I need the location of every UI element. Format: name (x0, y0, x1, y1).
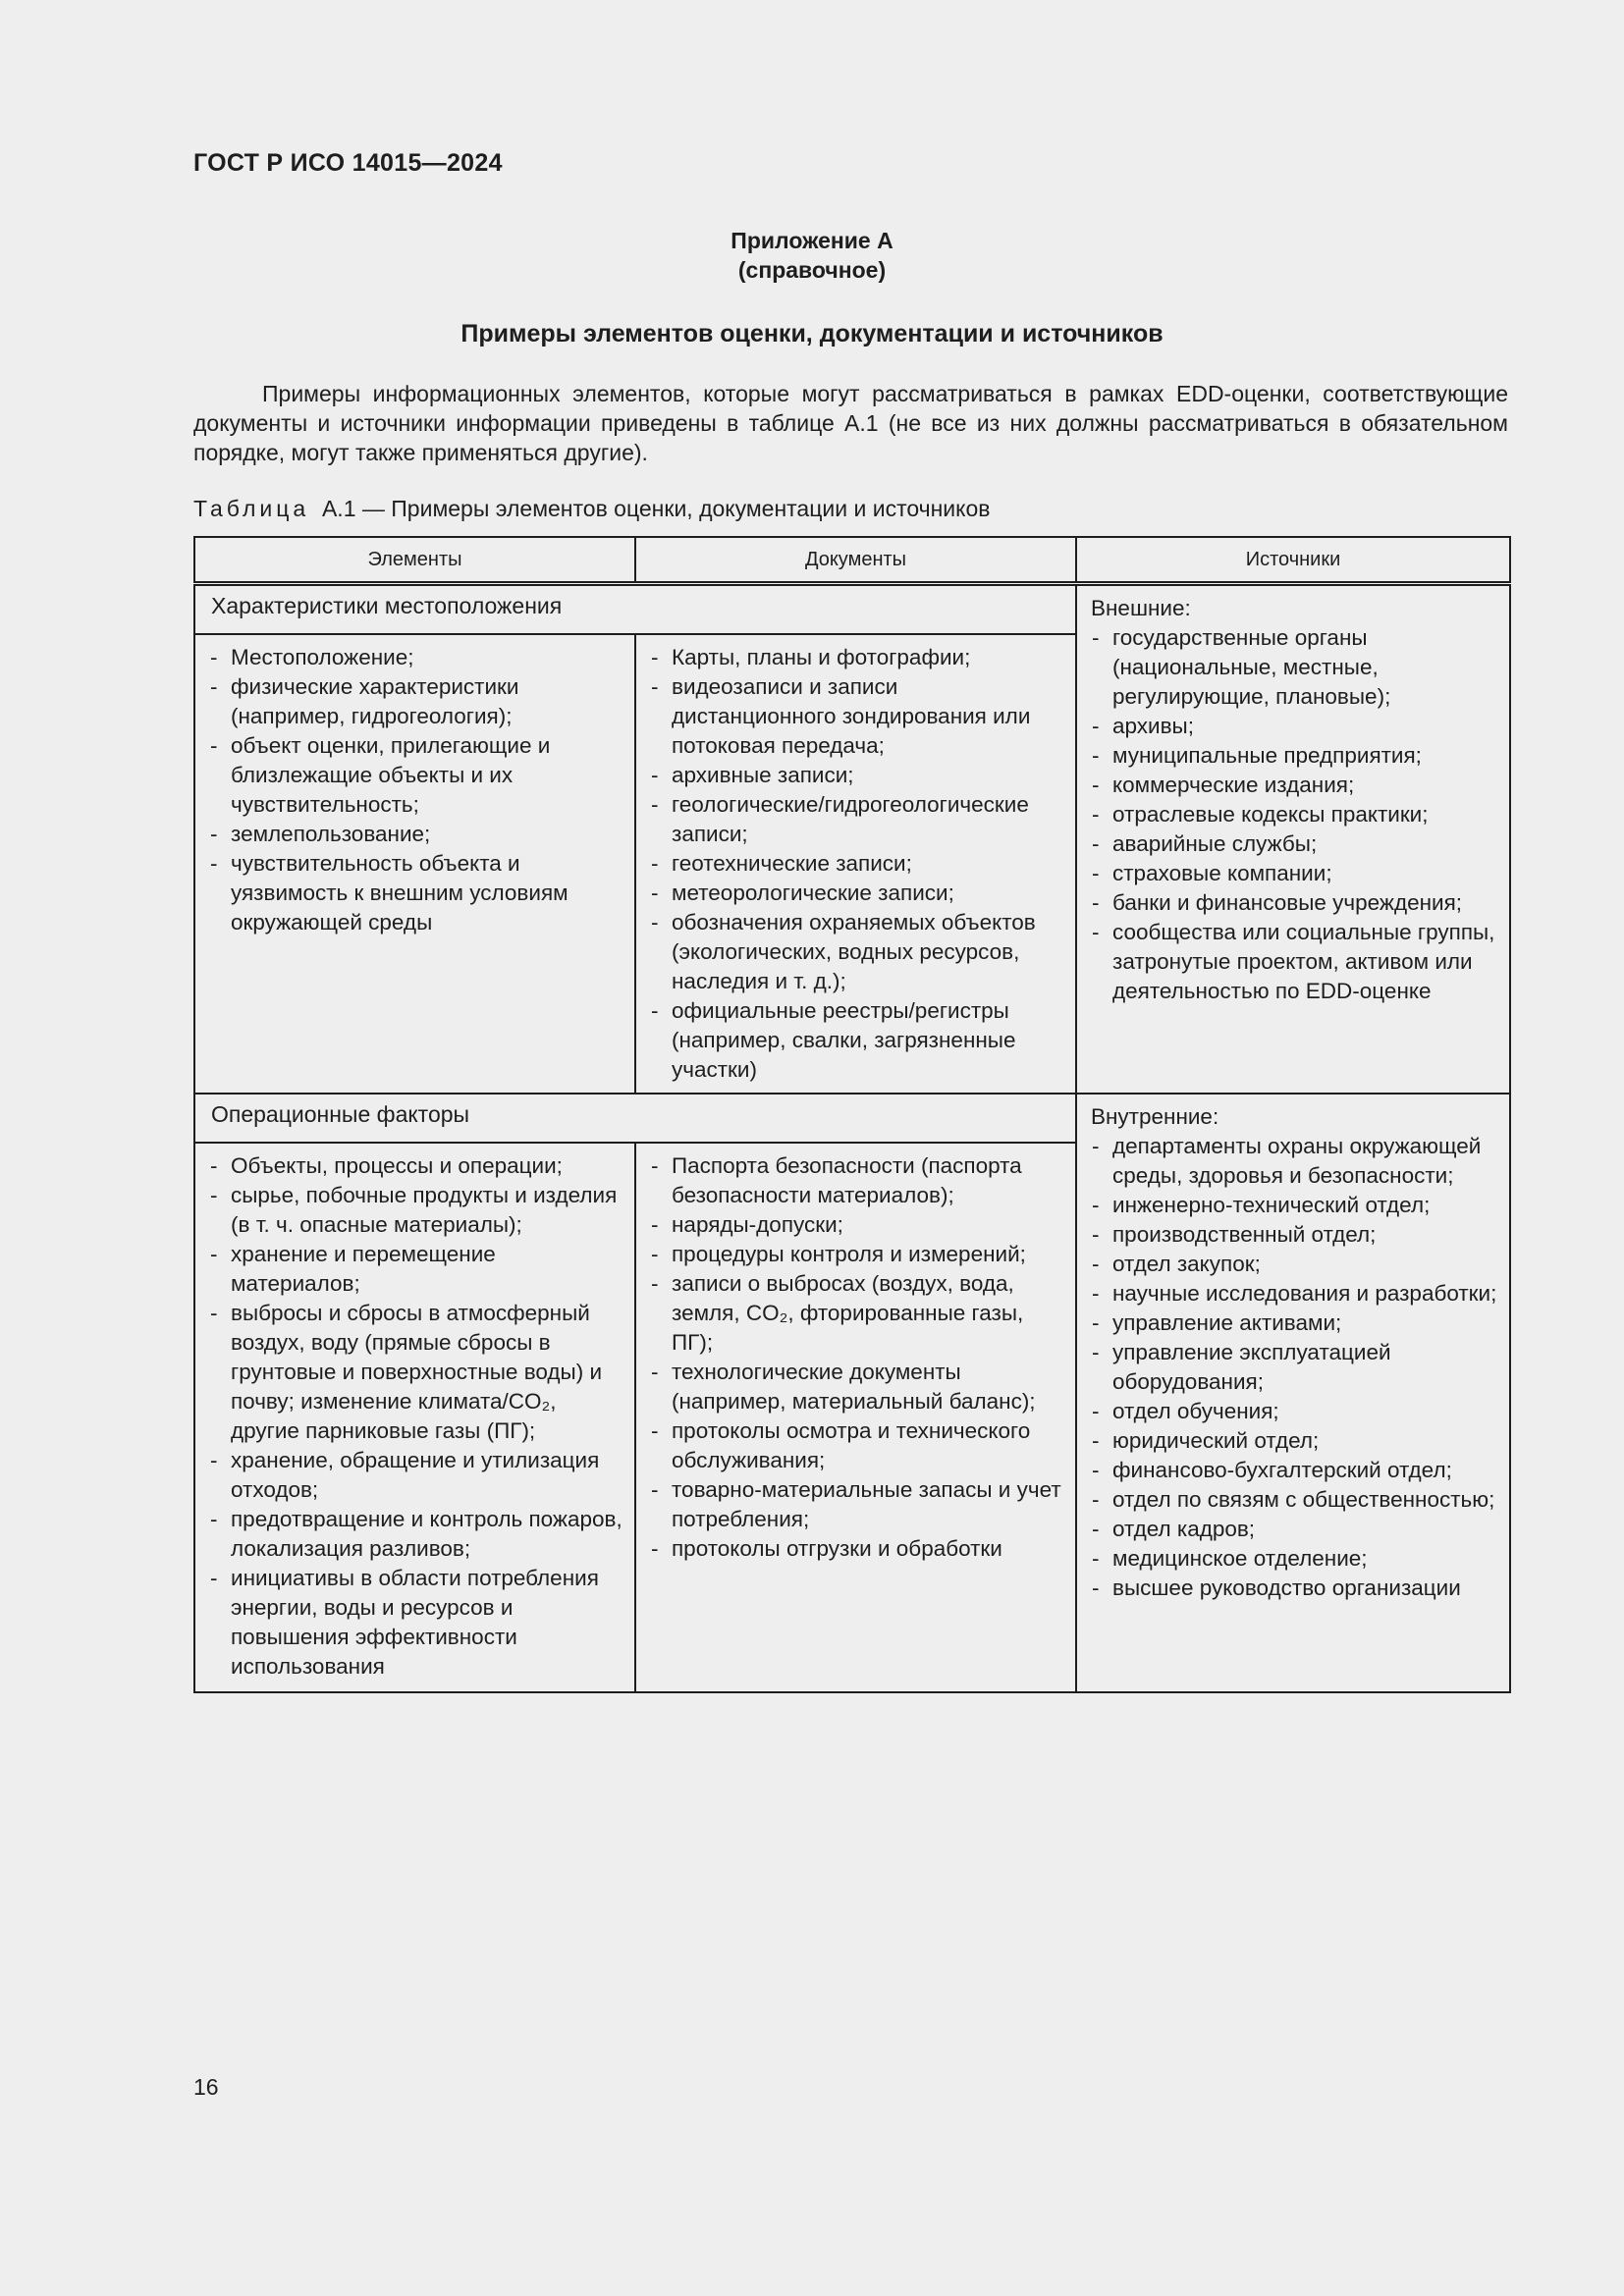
section1-documents-cell (635, 634, 1076, 1094)
section2-elements-cell (194, 1143, 635, 1692)
list-item: - Паспорта безопасности (паспорта безопасности материалов); (650, 1151, 1063, 1210)
page-number: 16 (193, 2074, 219, 2100)
list-item: - метеорологические записи; (650, 879, 1063, 908)
list-item: - объект оценки, прилегающие и близлежащие объекты и их чувствительность; (209, 731, 623, 820)
list-item: - инженерно-технический отдел; (1091, 1191, 1497, 1220)
list-item: - банки и финансовые учреждения; (1091, 888, 1497, 918)
list-item: - инициативы в области потребления энергии, воды и ресурсов и повышения эффективности использования (209, 1564, 623, 1682)
list-item: - медицинское отделение; (1091, 1544, 1497, 1574)
list-item: - аварийные службы; (1091, 829, 1497, 859)
list-item: - страховые компании; (1091, 859, 1497, 888)
list-item: - Карты, планы и фотографии; (650, 643, 1063, 672)
list-item: - коммерческие издания; (1091, 771, 1497, 800)
column-header-documents: Документы (635, 537, 1076, 584)
section2-documents-cell (635, 1143, 1076, 1692)
section1-elements-cell (194, 634, 635, 1094)
list-item: - сырье, побочные продукты и изделия (в т. ч. опасные материалы); (209, 1181, 623, 1240)
list-item: - товарно-материальные запасы и учет потребления; (650, 1475, 1063, 1534)
list-item: - протоколы отгрузки и обработки (650, 1534, 1063, 1564)
table-caption-text: А.1 — Примеры элементов оценки, документации и источников (321, 496, 991, 521)
list-item: - департаменты охраны окружающей среды, здоровья и безопасности; (1091, 1132, 1497, 1191)
section1-sources-cell (1076, 584, 1510, 1095)
section2-sources-title: Внутренние: (1091, 1104, 1219, 1129)
list-item: - обозначения охраняемых объектов (экологических, водных ресурсов, наследия и т. д.); (650, 908, 1063, 996)
section1-sources-list (1091, 623, 1497, 1006)
section1-elements-list (209, 643, 623, 937)
section1-documents-list (650, 643, 1063, 1085)
list-item: - хранение, обращение и утилизация отходов; (209, 1446, 623, 1505)
list-item: - управление активами; (1091, 1308, 1497, 1338)
list-item: - муниципальные предприятия; (1091, 741, 1497, 771)
table-header-row (194, 537, 1510, 584)
table-caption-word: Таблица (193, 496, 310, 521)
list-item: - Объекты, процессы и операции; (209, 1151, 623, 1181)
list-item: - отдел обучения; (1091, 1397, 1497, 1426)
annex-subtitle: (справочное) (737, 257, 887, 283)
list-item: - архивные записи; (650, 761, 1063, 790)
examples-table (193, 536, 1511, 1693)
list-item: - процедуры контроля и измерений; (650, 1240, 1063, 1269)
list-item: - сообщества или социальные группы, затронутые проектом, активом или деятельностью по EDD-оценке (1091, 918, 1497, 1006)
list-item: - геологические/гидрогеологические записи; (650, 790, 1063, 849)
section2-title-row (194, 1094, 1510, 1143)
list-item: - хранение и перемещение материалов; (209, 1240, 623, 1299)
column-header-elements: Элементы (194, 537, 635, 584)
list-item: - управление эксплуатацией оборудования; (1091, 1338, 1497, 1397)
list-item: - отдел по связям с общественностью; (1091, 1485, 1497, 1515)
list-item: - отдел кадров; (1091, 1515, 1497, 1544)
list-item: - физические характеристики (например, гидрогеология); (209, 672, 623, 731)
list-item: - производственный отдел; (1091, 1220, 1497, 1250)
list-item: - предотвращение и контроль пожаров, локализация разливов; (209, 1505, 623, 1564)
section2-title: Операционные факторы (194, 1094, 1076, 1143)
list-item: - официальные реестры/регистры (например, свалки, загрязненные участки) (650, 996, 1063, 1085)
section1-title: Характеристики местоположения (194, 584, 1076, 635)
table-caption (193, 496, 991, 522)
list-item: - протоколы осмотра и технического обслуживания; (650, 1416, 1063, 1475)
list-item: - юридический отдел; (1091, 1426, 1497, 1456)
section2-elements-list (209, 1151, 623, 1682)
section2-documents-list (650, 1151, 1063, 1564)
list-item: - научные исследования и разработки; (1091, 1279, 1497, 1308)
section1-title-row (194, 584, 1510, 635)
list-item: - землепользование; (209, 820, 623, 849)
list-item: - наряды-допуски; (650, 1210, 1063, 1240)
document-code: ГОСТ Р ИСО 14015—2024 (193, 149, 503, 177)
section2-sources-cell (1076, 1094, 1510, 1692)
intro-paragraph: Примеры информационных элементов, которые могут рассматриваться в рамках EDD-оценки, соответствующие документы и источники информации приведены в таблице А.1 (не все из них должны рассматриваться в обязательном порядке, могут также применяться другие). (193, 381, 1508, 465)
section2-sources-list (1091, 1132, 1497, 1603)
list-item: - отраслевые кодексы практики; (1091, 800, 1497, 829)
annex-heading: Примеры элементов оценки, документации и источников (460, 320, 1164, 347)
list-item: - финансово-бухгалтерский отдел; (1091, 1456, 1497, 1485)
list-item: - государственные органы (национальные, местные, регулирующие, плановые); (1091, 623, 1497, 712)
list-item: - чувствительность объекта и уязвимость к внешним условиям окружающей среды (209, 849, 623, 937)
list-item: - выбросы и сбросы в атмосферный воздух, воду (прямые сбросы в грунтовые и поверхностные воды) и почву; изменение климата/CO₂, другие парниковые газы (ПГ); (209, 1299, 623, 1446)
section1-sources-title: Внешние: (1091, 596, 1191, 620)
list-item: - видеозаписи и записи дистанционного зондирования или потоковая передача; (650, 672, 1063, 761)
list-item: - высшее руководство организации (1091, 1574, 1497, 1603)
list-item: - архивы; (1091, 712, 1497, 741)
list-item: - геотехнические записи; (650, 849, 1063, 879)
list-item: - Местоположение; (209, 643, 623, 672)
list-item: - записи о выбросах (воздух, вода, земля, CO₂, фторированные газы, ПГ); (650, 1269, 1063, 1358)
annex-title: Приложение А (731, 228, 893, 253)
list-item: - технологические документы (например, материальный баланс); (650, 1358, 1063, 1416)
column-header-sources: Источники (1076, 537, 1510, 584)
list-item: - отдел закупок; (1091, 1250, 1497, 1279)
